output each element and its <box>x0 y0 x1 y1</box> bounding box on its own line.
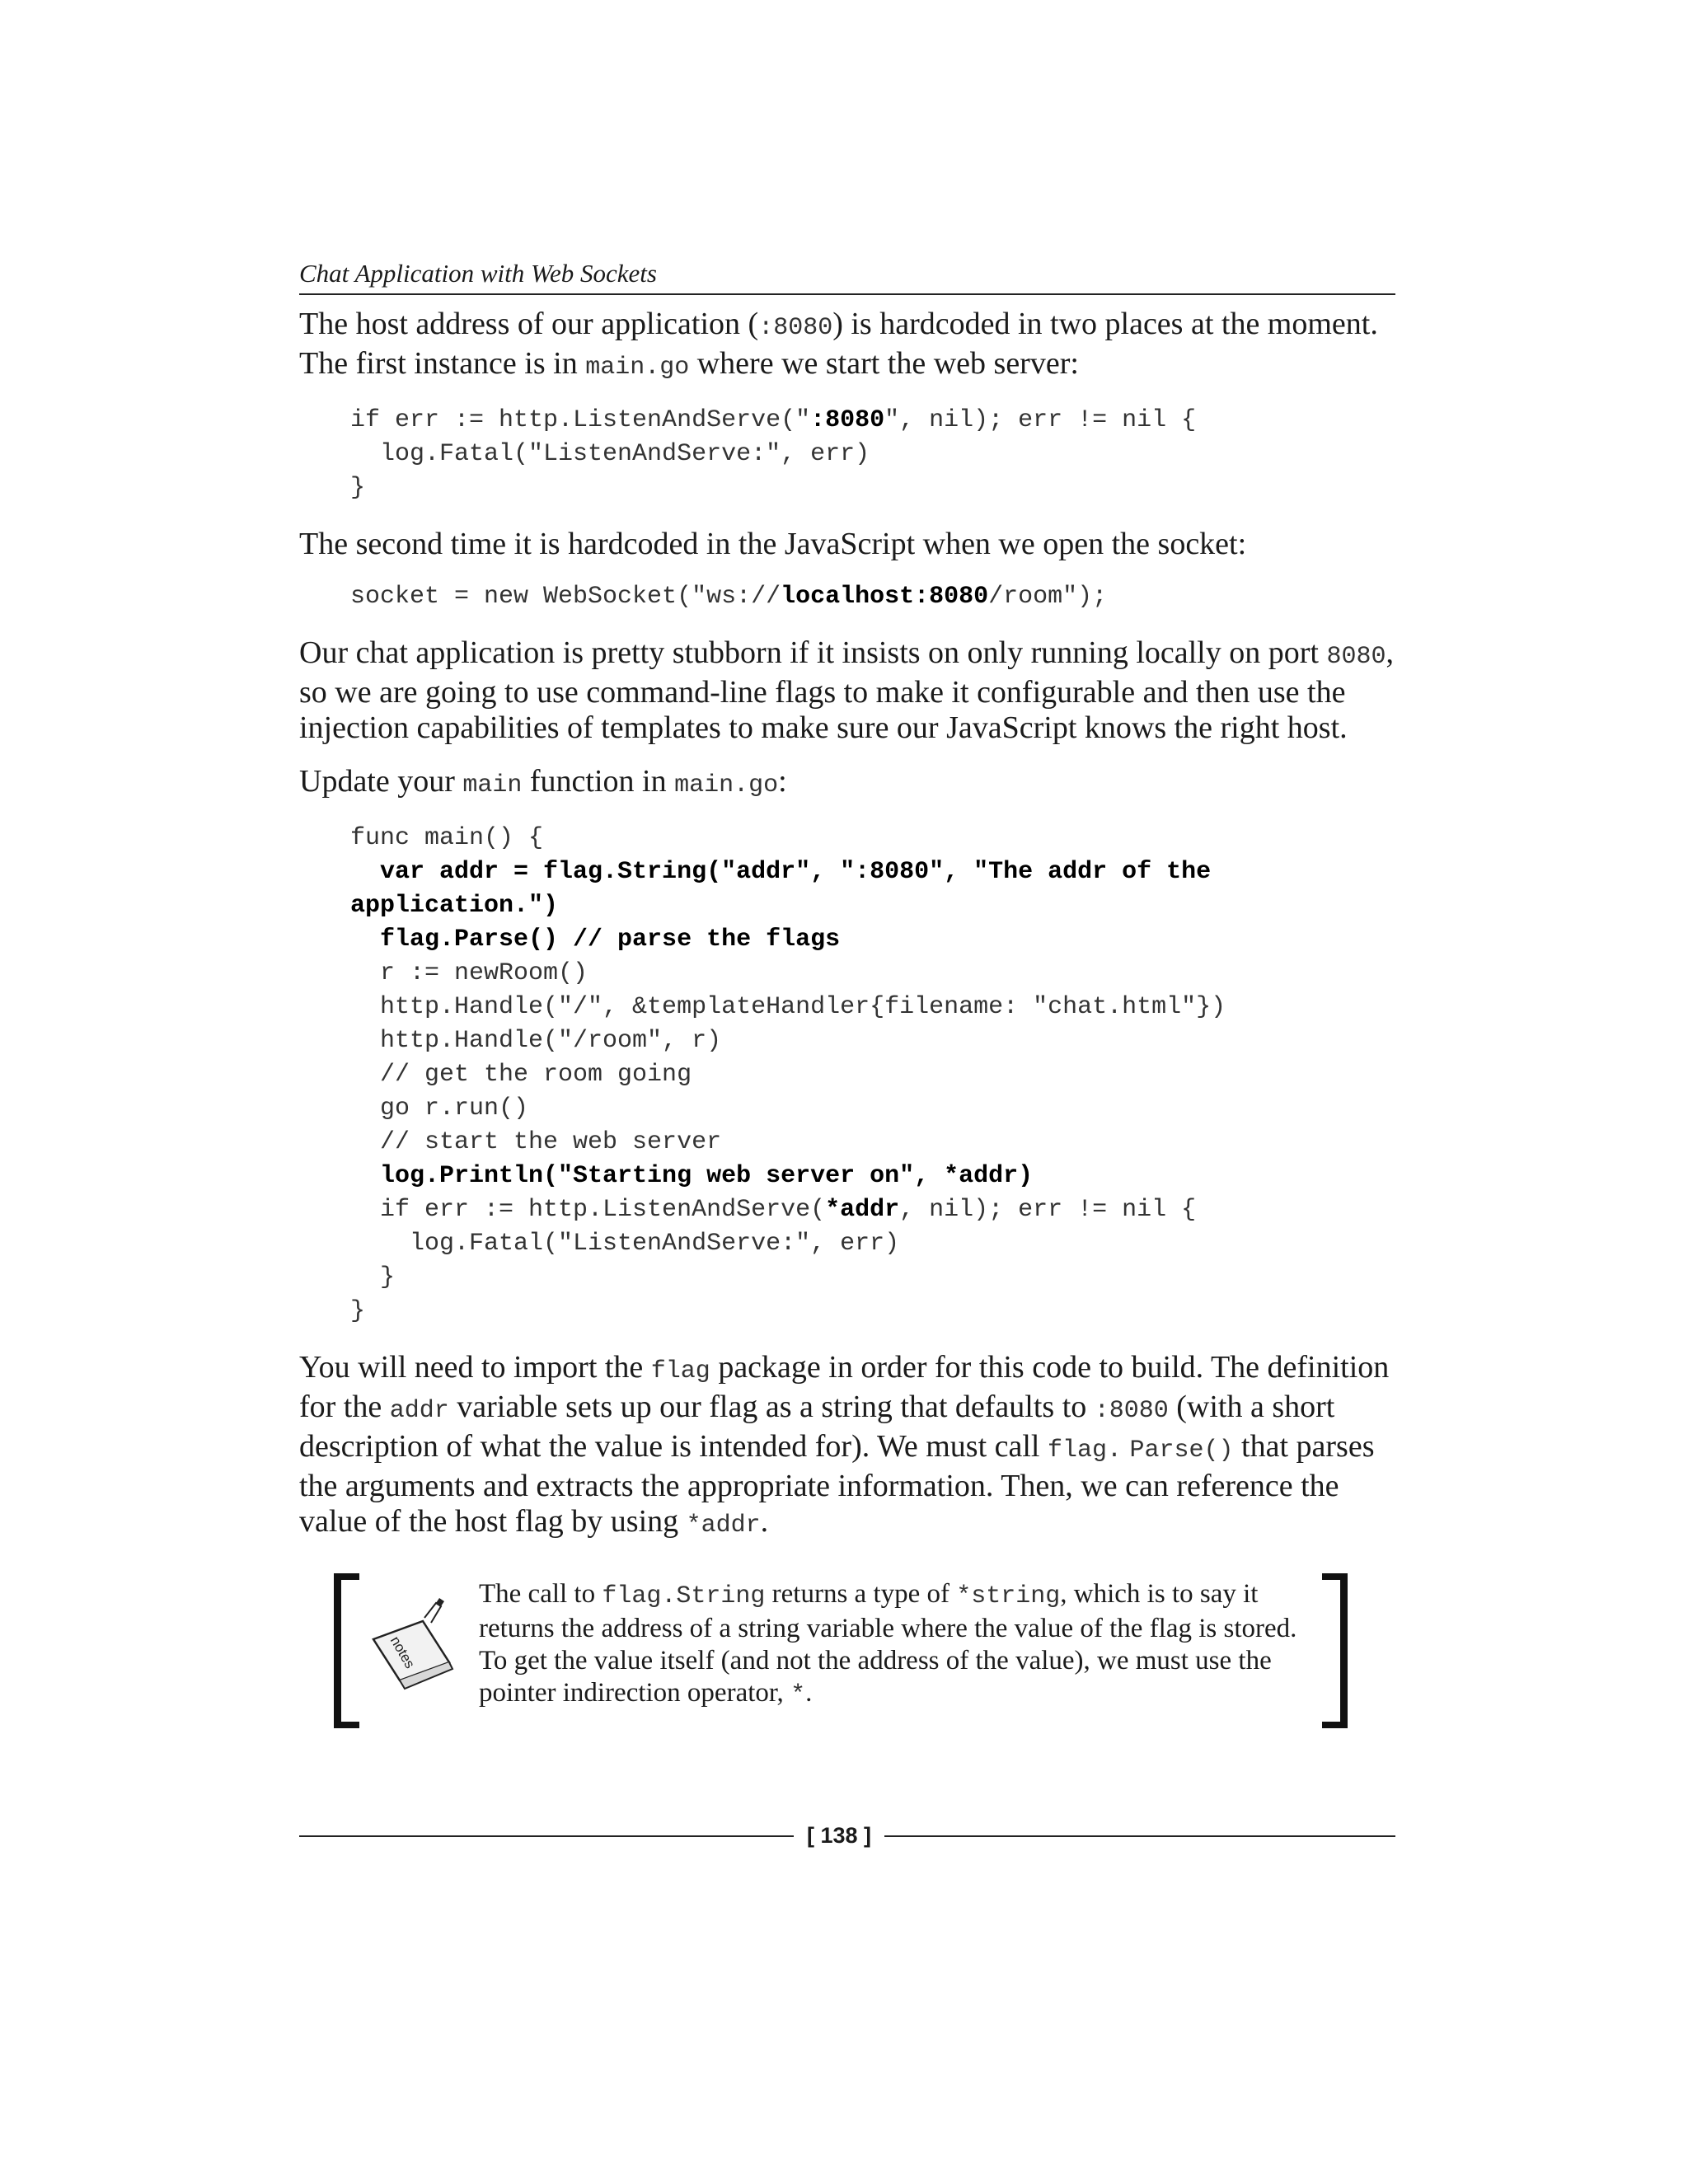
inline-code: flag <box>650 1357 710 1385</box>
code-block-main-func: func main() { var addr = flag.String("addr", ":8080", "The addr of the application.") flag.Parse() // parse the flags r := newRoom() http.Handle("/", &templateHandler{filename: "chat.html"}) http.Handle("/room", r) // get the room going go r.run() // start the web server log.Println("Starting web server on", *addr) if err := http.ListenAndServe(*addr, nil); err != nil { log.Fatal("ListenAndServe:", err) } } <box>350 824 1226 1325</box>
inline-code: main <box>462 771 523 799</box>
inline-code: Parse() <box>1129 1436 1234 1465</box>
paragraph-update-main: Update your main function in main.go: <box>299 764 787 799</box>
inline-code: :8080 <box>1094 1397 1169 1425</box>
inline-code: * <box>790 1681 806 1709</box>
left-bracket <box>334 1573 359 1728</box>
inline-code: 8080 <box>1326 643 1386 671</box>
code-block-listen: if err := http.ListenAndServe(":8080", nil); err != nil { log.Fatal("ListenAndServe:", err) } <box>350 406 1197 502</box>
paragraph-javascript: The second time it is hardcoded in the JavaScript when we open the socket: <box>299 527 1247 561</box>
inline-code: main.go <box>674 771 779 799</box>
inline-code: main.go <box>585 354 690 382</box>
note-box <box>334 1573 1348 1727</box>
page-footer <box>299 1819 1395 1852</box>
svg-text:notes: notes <box>387 1633 419 1671</box>
inline-code: :8080 <box>758 314 833 342</box>
footer-rule-right <box>884 1835 1395 1837</box>
paragraph-stubborn: Our chat application is pretty stubborn if it insists on only running locally on port 8080, so we are going to use command-line flags to make it configurable and then use the injection capabilities of templates to make sure our JavaScript knows the right host. <box>299 635 1394 745</box>
page-content <box>299 257 1395 1727</box>
note-text: The call to flag.String returns a type of *string, which is to say it returns the address of a string variable where the value of the flag is stored. To get the value itself (and not the address of the value), we must use the pointer indirection operator, *. <box>479 1579 1297 1709</box>
page-number: [ 138 ] <box>806 1823 872 1848</box>
inline-code: flag.String <box>602 1582 766 1610</box>
code-block-websocket: socket = new WebSocket("ws://localhost:8080/room"); <box>350 583 1108 611</box>
right-bracket <box>1322 1573 1348 1728</box>
running-head: Chat Application with Web Sockets <box>299 257 1395 295</box>
paragraph-import-flag: You will need to import the flag package in order for this code to build. The definition for the addr variable sets up our flag as a string that defaults to :8080 (with a short description of what the value is intended for). We must call flag. Parse() that parses the arguments and extracts the appropriate information. Then, we can reference the value of the host flag by using *addr. <box>299 1350 1390 1540</box>
paragraph-host-address: The host address of our application (:8080) is hardcoded in two places at the moment. The first instance is in main.go where we start the web server: <box>299 307 1378 382</box>
inline-code: *addr <box>686 1511 761 1540</box>
footer-rule-left <box>299 1835 794 1837</box>
notes-icon <box>367 1596 457 1695</box>
inline-code: *string <box>956 1582 1061 1610</box>
inline-code: flag. <box>1048 1436 1123 1465</box>
inline-code: addr <box>389 1397 449 1425</box>
